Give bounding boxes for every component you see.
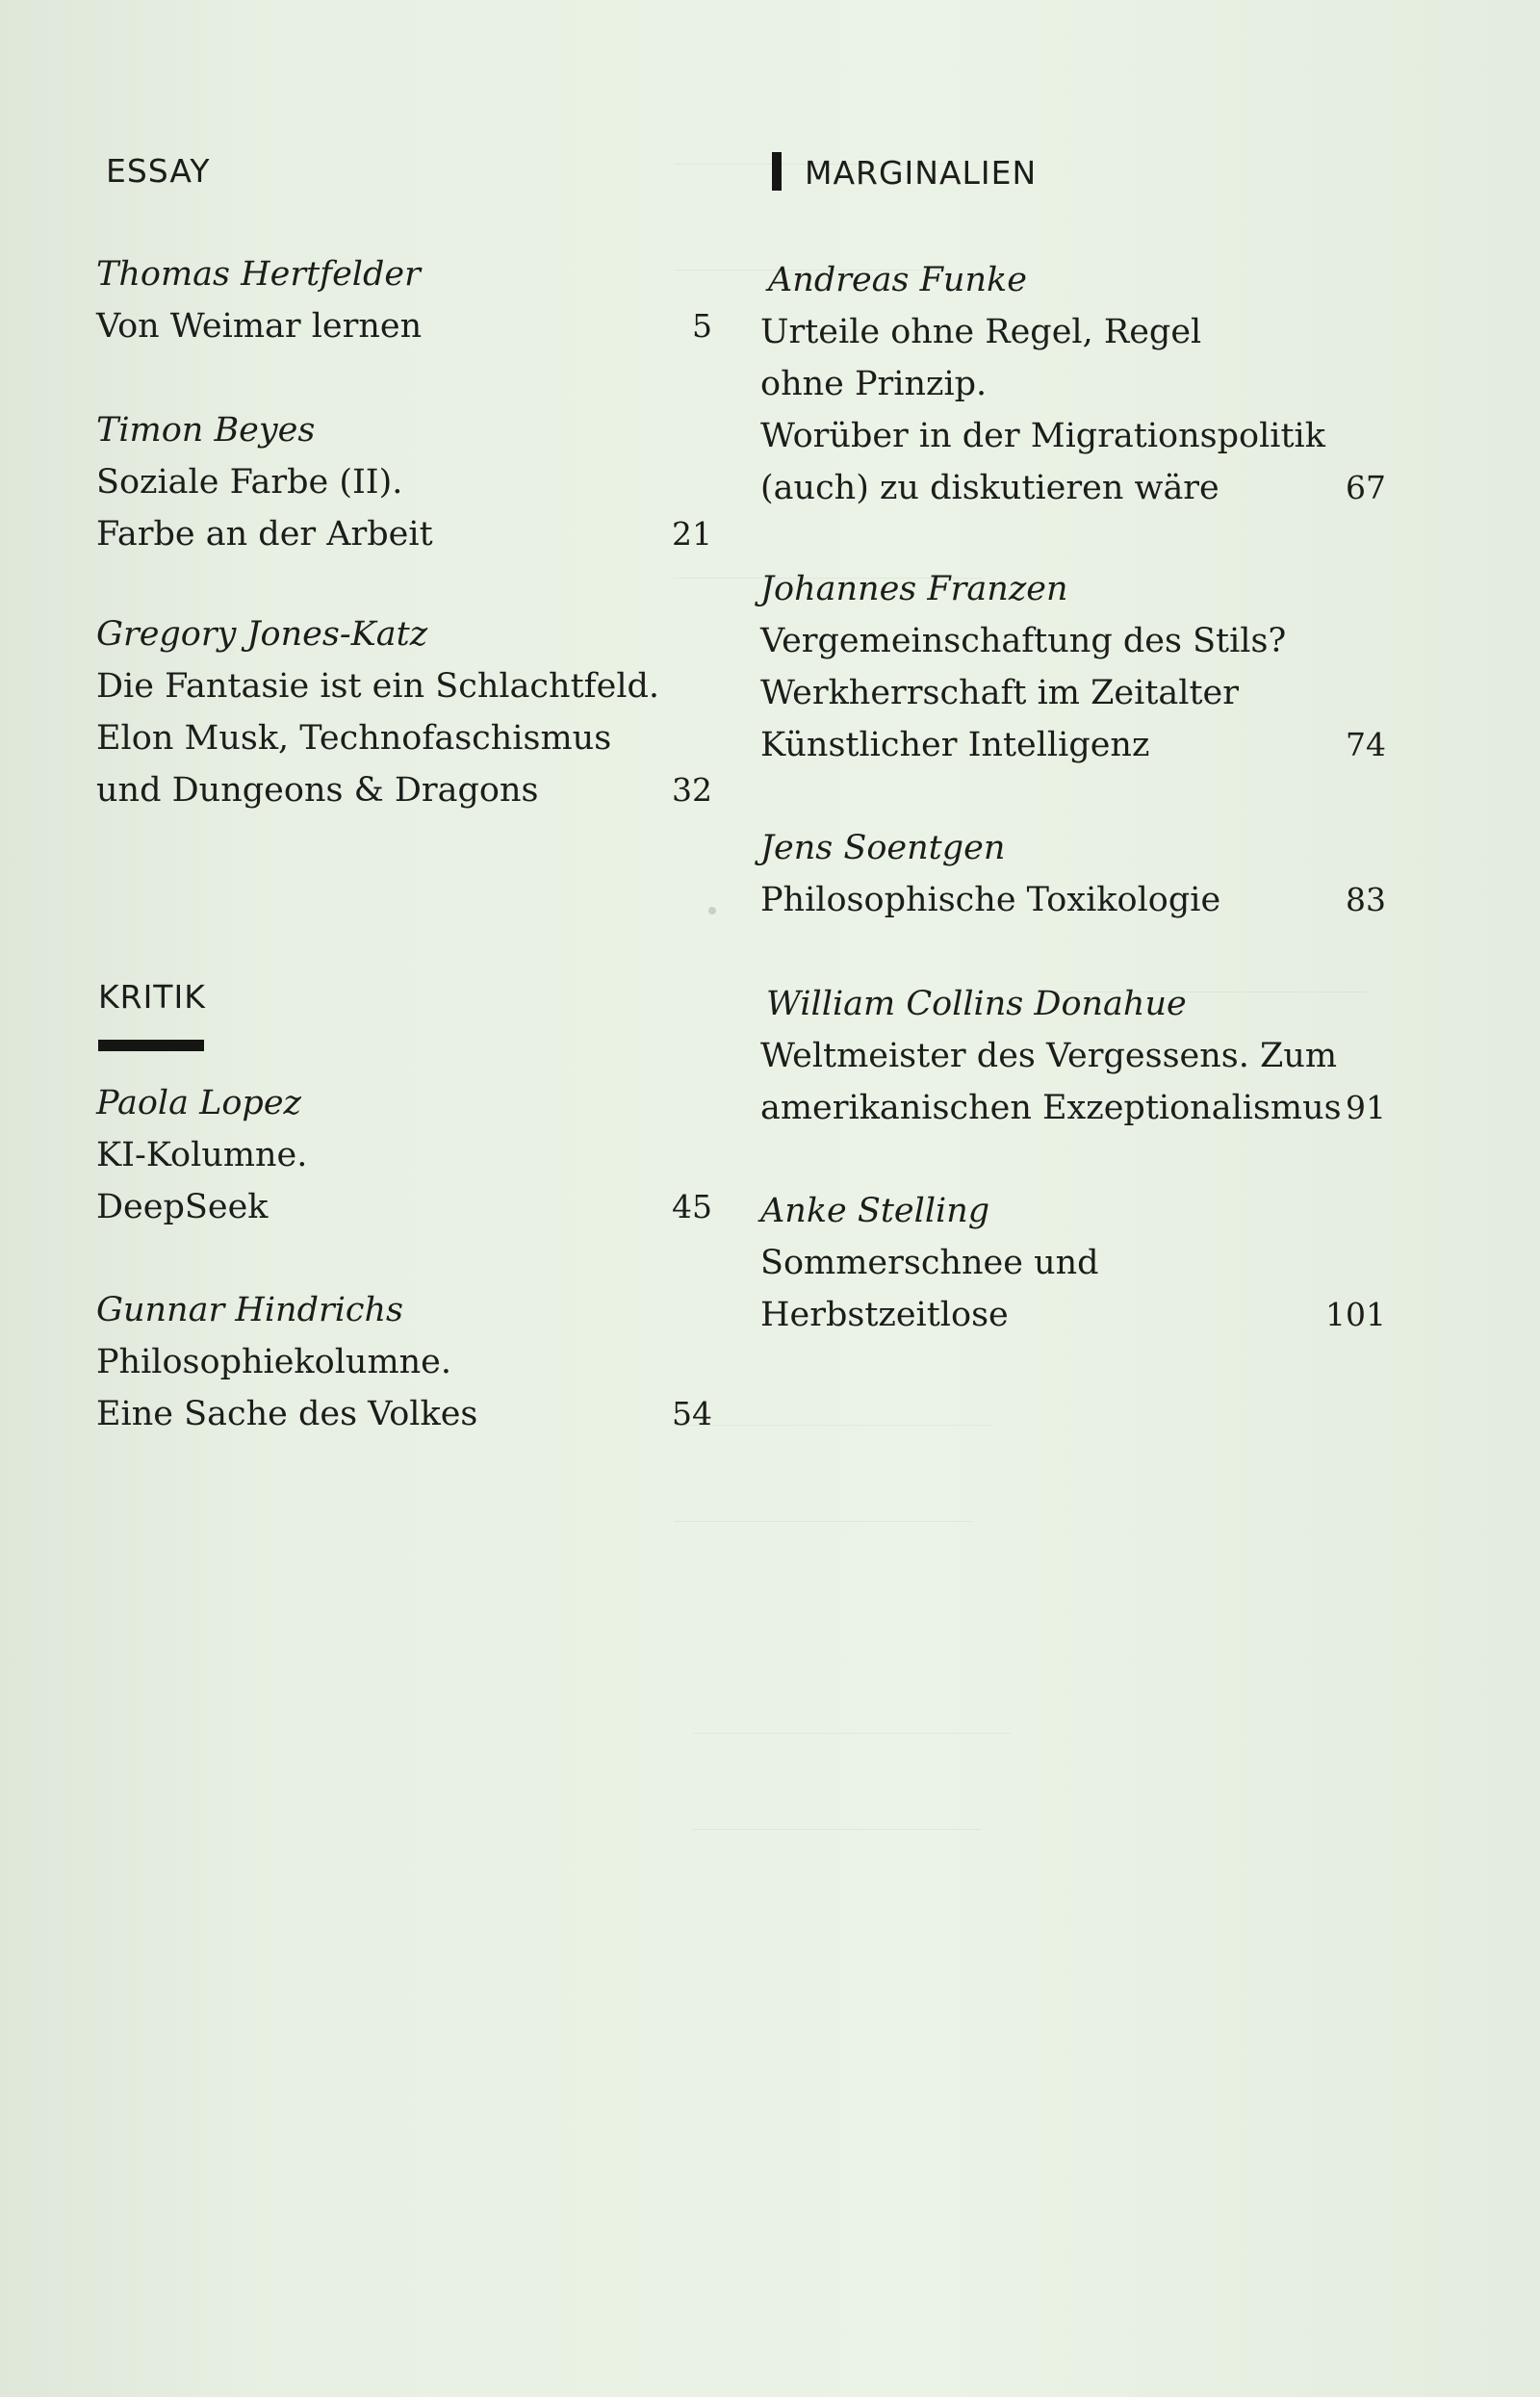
section-heading-essay: ESSAY xyxy=(106,152,211,190)
entry-title-line: Künstlicher Intelligenz 74 xyxy=(760,719,1386,771)
entry-page-number: 101 xyxy=(1325,1296,1386,1333)
entry-title-line: Vergemeinschaftung des Stils? xyxy=(760,622,1287,660)
entry-title-line: Von Weimar lernen 5 xyxy=(96,300,712,352)
entry-author: Johannes Franzen xyxy=(760,570,1068,608)
entry-title-line: Farbe an der Arbeit 21 xyxy=(96,508,712,560)
entry-title-line: Die Fantasie ist ein Schlachtfeld. xyxy=(96,667,660,706)
toc-entry[interactable] xyxy=(760,563,1386,771)
entry-title-line: (auch) zu diskutieren wäre 67 xyxy=(760,462,1386,514)
toc-entry[interactable] xyxy=(96,248,712,352)
toc-entry[interactable] xyxy=(96,1284,712,1440)
entry-page-number: 67 xyxy=(1346,469,1386,506)
entry-title-line: Worüber in der Migrationspolitik xyxy=(760,417,1325,455)
entry-title-line: Herbstzeitlose 101 xyxy=(760,1289,1386,1341)
entry-author: Anke Stelling xyxy=(760,1192,990,1230)
entry-author: Gunnar Hindrichs xyxy=(96,1291,403,1329)
entry-author: Paola Lopez xyxy=(96,1084,301,1122)
entry-title-line: DeepSeek 45 xyxy=(96,1181,712,1233)
entry-title-line: Eine Sache des Volkes 54 xyxy=(96,1388,712,1440)
entry-author: Gregory Jones-Katz xyxy=(96,615,428,654)
entry-title-line: Urteile ohne Regel, Regel xyxy=(760,313,1202,351)
toc-entry[interactable] xyxy=(760,822,1386,926)
toc-entry[interactable] xyxy=(760,978,1386,1134)
toc-entry[interactable] xyxy=(96,404,712,560)
toc-entry[interactable] xyxy=(96,1077,712,1233)
entry-page-number: 83 xyxy=(1346,881,1386,918)
entry-page-number: 45 xyxy=(672,1188,712,1225)
section-marker-bar xyxy=(772,152,782,191)
toc-entry[interactable] xyxy=(760,1185,1386,1341)
entry-author: Thomas Hertfelder xyxy=(96,255,421,294)
toc-entry[interactable] xyxy=(760,254,1386,514)
entry-title-line: Philosophische Toxikologie 83 xyxy=(760,874,1386,926)
entry-title-line: Philosophiekolumne. xyxy=(96,1343,452,1381)
entry-page-number: 91 xyxy=(1346,1089,1386,1126)
entry-page-number: 21 xyxy=(672,515,712,553)
entry-title-line: Weltmeister des Vergessens. Zum xyxy=(760,1037,1338,1075)
entry-title-line: Soziale Farbe (II). xyxy=(96,463,403,502)
entry-author: William Collins Donahue xyxy=(766,985,1187,1023)
entry-title-line: und Dungeons & Dragons 32 xyxy=(96,764,712,816)
entry-title-line: KI-Kolumne. xyxy=(96,1136,308,1174)
entry-author: Jens Soentgen xyxy=(760,829,1006,867)
section-heading-marginalien: MARGINALIEN xyxy=(805,154,1038,192)
section-rule xyxy=(98,1040,204,1051)
entry-title-line: ohne Prinzip. xyxy=(760,365,988,403)
entry-page-number: 54 xyxy=(672,1395,712,1432)
toc-entry[interactable] xyxy=(96,608,712,816)
entry-title-line: Sommerschnee und xyxy=(760,1244,1099,1282)
entry-author: Andreas Funke xyxy=(768,261,1027,299)
entry-title-line: Elon Musk, Technofaschismus xyxy=(96,719,612,758)
entry-page-number: 74 xyxy=(1346,726,1386,763)
entry-page-number: 5 xyxy=(692,307,712,345)
entry-title-line: Werkherrschaft im Zeitalter xyxy=(760,674,1239,712)
section-heading-kritik: KRITIK xyxy=(98,978,206,1016)
paper-speck xyxy=(708,907,716,915)
entry-title-line: amerikanischen Exzeptionalismus 91 xyxy=(760,1082,1386,1134)
entry-page-number: 32 xyxy=(672,771,712,809)
entry-author: Timon Beyes xyxy=(96,411,316,450)
